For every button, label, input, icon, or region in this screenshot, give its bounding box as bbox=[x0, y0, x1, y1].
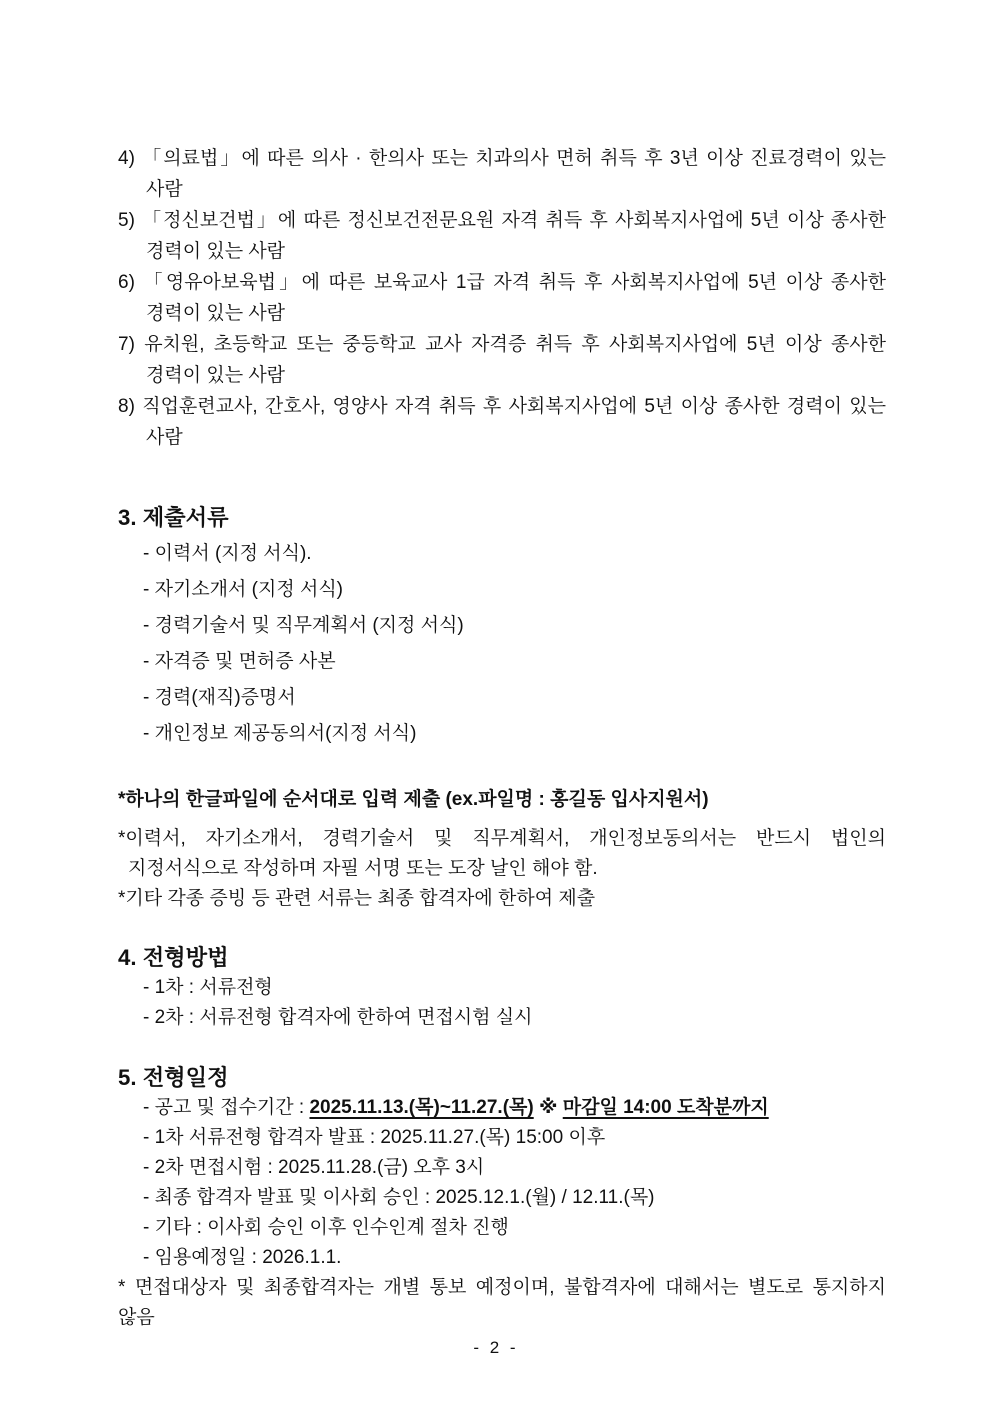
qualification-list bbox=[118, 143, 886, 453]
item-number: 8) bbox=[118, 396, 135, 417]
schedule-prefix: - 공고 및 접수기간 : bbox=[143, 1097, 310, 1118]
section-title-submission-documents: 3. 제출서류 bbox=[118, 505, 229, 530]
qualification-item-5 bbox=[118, 205, 886, 267]
item-text: 「정신보건법」에 따른 정신보건전문요원 자격 취득 후 사회복지사업에 5년 이상 종사한 경력이 있는 사람 bbox=[142, 210, 886, 262]
selection-method-item: - 1차 : 서류전형 bbox=[143, 977, 273, 998]
schedule-period-emphasis bbox=[309, 1097, 533, 1118]
submission-documents-list bbox=[118, 536, 886, 752]
item-number: 7) bbox=[118, 334, 135, 355]
document-list-item: - 경력(재직)증명서 bbox=[143, 687, 296, 708]
schedule-item: - 최종 합격자 발표 및 이사회 승인 : 2025.12.1.(월) / 12.11.(목) bbox=[143, 1187, 655, 1208]
schedule-period: 2025.11.13.(목)~11.27.(목) bbox=[309, 1097, 534, 1118]
schedule-item: - 임용예정일 : 2026.1.1. bbox=[143, 1247, 342, 1268]
qualification-item-4 bbox=[118, 143, 886, 205]
item-text: 유치원, 초등학교 또는 중등학교 교사 자격증 취득 후 사회복지사업에 5년 이상 종사한 경력이 있는 사람 bbox=[144, 334, 887, 386]
schedule-item: - 1차 서류전형 합격자 발표 : 2025.11.27.(목) 15:00 이후 bbox=[143, 1127, 606, 1148]
item-text: 「영유아보육법」에 따른 보육교사 1급 자격 취득 후 사회복지사업에 5년 이상 종사한 경력이 있는 사람 bbox=[143, 272, 886, 324]
qualification-item-7 bbox=[118, 329, 886, 391]
item-text: 「의료법」에 따른 의사 · 한의사 또는 치과의사 면허 취득 후 3년 이상 진료경력이 있는 사람 bbox=[142, 148, 886, 200]
document-list-item: - 개인정보 제공동의서(지정 서식) bbox=[143, 723, 417, 744]
document-list-item: - 자격증 및 면허증 사본 bbox=[143, 651, 336, 672]
qualification-item-8 bbox=[118, 391, 886, 453]
schedule-separator: ※ bbox=[533, 1097, 563, 1118]
section-title-selection-schedule: 5. 전형일정 bbox=[118, 1065, 229, 1090]
schedule-footnote: * 면접대상자 및 최종합격자는 개별 통보 예정이며, 불합격자에 대해서는 별도로 통지하지 않음 bbox=[118, 1277, 886, 1328]
item-number: 6) bbox=[118, 272, 135, 293]
schedule-item: - 2차 면접시험 : 2025.11.28.(금) 오후 3시 bbox=[143, 1157, 485, 1178]
selection-schedule-list bbox=[118, 1093, 886, 1273]
document-list-item: - 자기소개서 (지정 서식) bbox=[143, 579, 344, 600]
note-final-candidates-only: *기타 각종 증빙 등 관련 서류는 최종 합격자에 한하여 제출 bbox=[118, 888, 596, 909]
schedule-item-application-period bbox=[143, 1093, 886, 1123]
section-title-selection-method: 4. 전형방법 bbox=[118, 945, 229, 970]
page-number: - 2 - bbox=[473, 1338, 519, 1357]
schedule-deadline-emphasis bbox=[563, 1097, 769, 1118]
note-designated-forms: *이력서, 자기소개서, 경력기술서 및 직무계획서, 개인정보동의서는 반드시 법인의 지정서식으로 작성하며 자필 서명 또는 도장 날인 해야 함. bbox=[118, 828, 886, 879]
qualification-item-6 bbox=[118, 267, 886, 329]
selection-method-item: - 2차 : 서류전형 합격자에 한하여 면접시험 실시 bbox=[143, 1007, 533, 1028]
item-text: 직업훈련교사, 간호사, 영양사 자격 취득 후 사회복지사업에 5년 이상 종사한 경력이 있는 사람 bbox=[142, 396, 887, 448]
document-content bbox=[118, 143, 886, 1333]
selection-method-list bbox=[118, 973, 886, 1033]
item-number: 5) bbox=[118, 210, 135, 231]
document-list-item: - 경력기술서 및 직무계획서 (지정 서식) bbox=[143, 615, 464, 636]
note-single-hwp-file: *하나의 한글파일에 순서대로 입력 제출 (ex.파일명 : 홍길동 입사지원서) bbox=[118, 789, 709, 810]
schedule-deadline: 마감일 14:00 도착분까지 bbox=[562, 1097, 769, 1118]
schedule-item: - 기타 : 이사회 승인 이후 인수인계 절차 진행 bbox=[143, 1217, 509, 1238]
document-list-item: - 이력서 (지정 서식). bbox=[143, 543, 312, 564]
item-number: 4) bbox=[118, 148, 135, 169]
